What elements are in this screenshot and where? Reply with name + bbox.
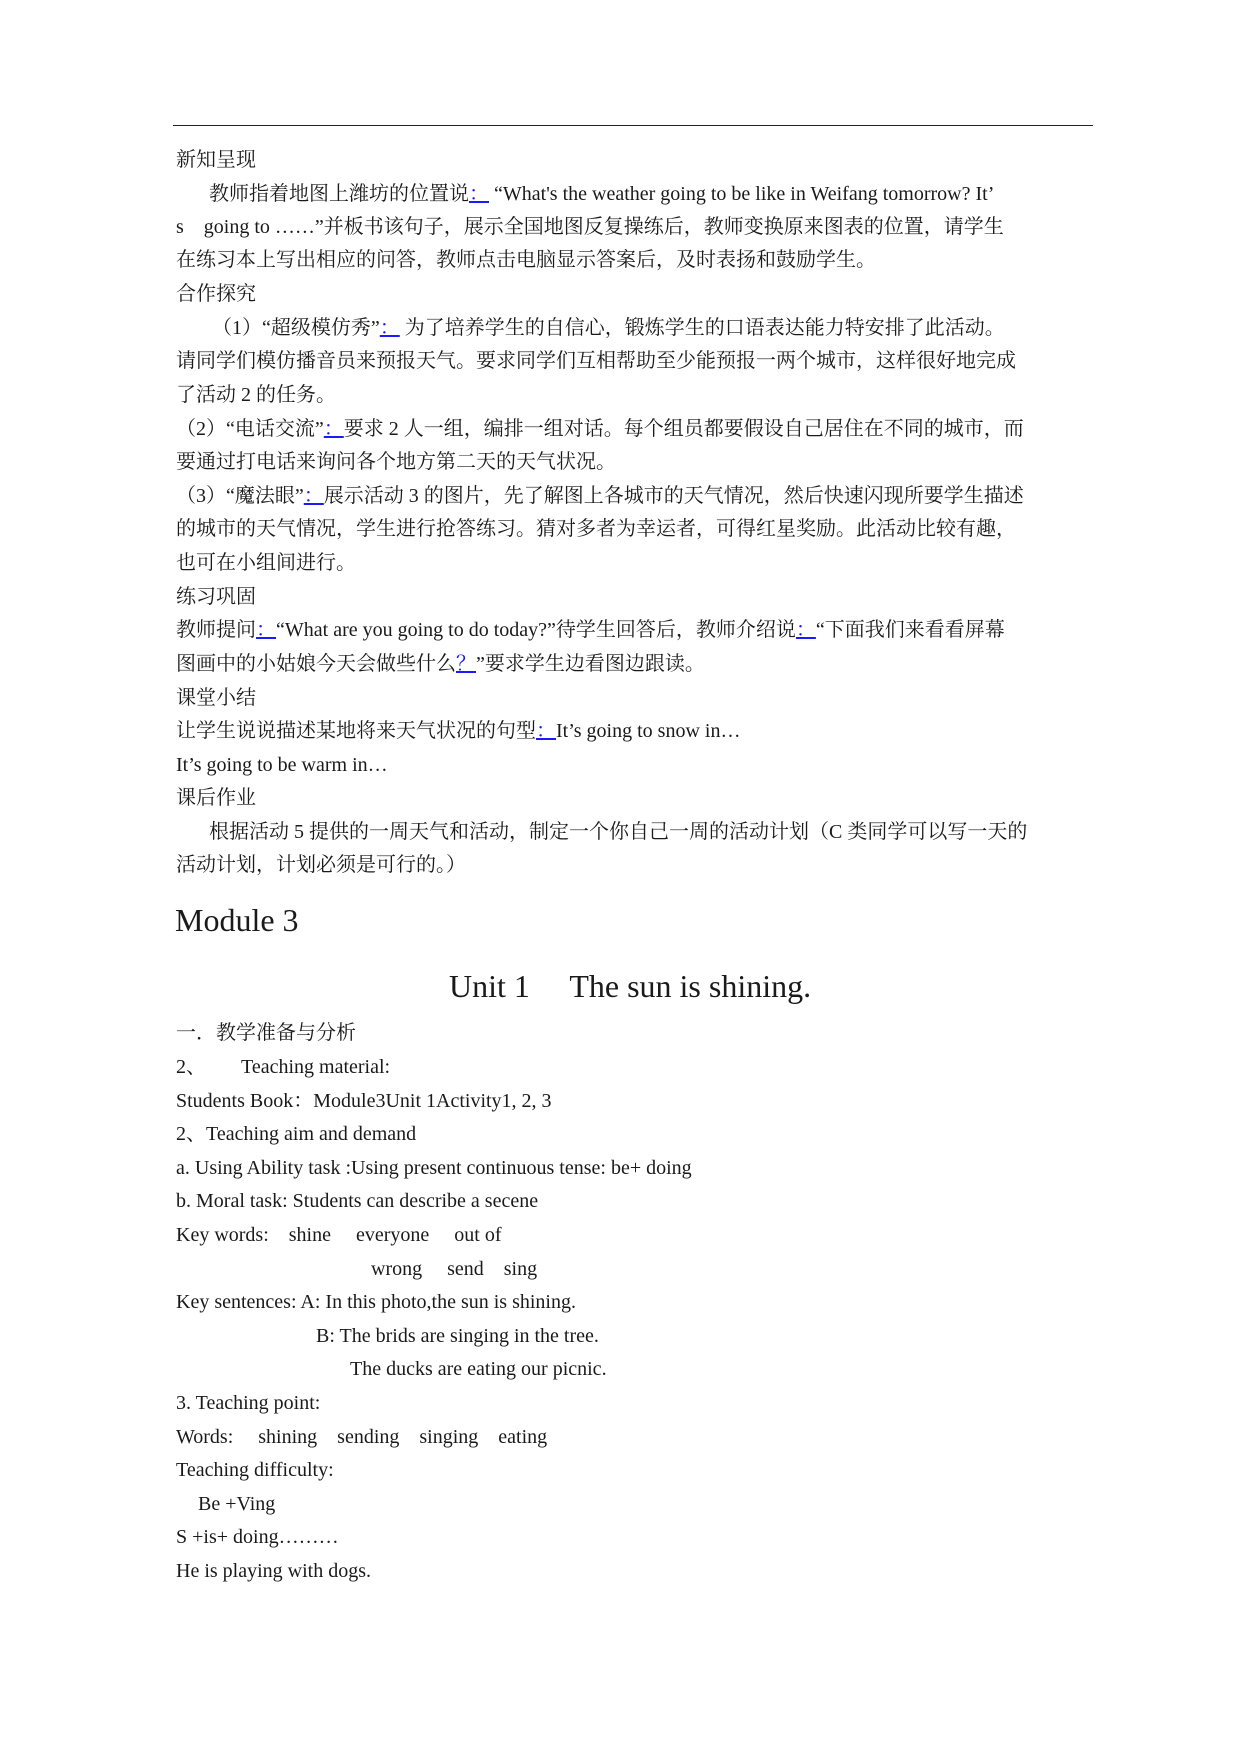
unit-title: Unit 1 The sun is shining.: [449, 968, 812, 1004]
paragraph-line: S +is+ doing………: [176, 1526, 339, 1548]
header-rule: [173, 125, 1093, 126]
key-sentences-line: B: The brids are singing in the tree.: [316, 1325, 599, 1347]
paragraph-line: b. Moral task: Students can describe a secene: [176, 1190, 539, 1212]
paragraph-line: Teaching difficulty:: [176, 1459, 334, 1481]
module-heading: Module 3: [175, 902, 299, 938]
paragraph-line: It’s going to be warm in…: [176, 754, 388, 776]
paragraph-line: 请同学们模仿播音员来预报天气。要求同学们互相帮助至少能预报一两个城市，这样很好地完成: [176, 350, 1016, 372]
section-heading-new-knowledge: 新知呈现: [176, 149, 256, 171]
paragraph-line: 活动计划，计划必须是可行的。）: [176, 854, 466, 876]
paragraph-line: 也可在小组间进行。: [176, 552, 356, 574]
paragraph-line: 的城市的天气情况，学生进行抢答练习。猜对多者为幸运者，可得红星奖励。此活动比较有趣，: [176, 518, 1016, 540]
paragraph-line: 了活动 2 的任务。: [176, 384, 336, 406]
paragraph-line: 在练习本上写出相应的问答，教师点击电脑显示答案后，及时表扬和鼓励学生。: [176, 249, 876, 271]
paragraph-line: Be +Ving: [198, 1493, 276, 1515]
section-heading-summary: 课堂小结: [176, 687, 256, 709]
paragraph-line: 要通过打电话来询问各个地方第二天的天气状况。: [176, 451, 616, 473]
paragraph-line: He is playing with dogs.: [176, 1560, 371, 1582]
inline-link[interactable]: ：: [536, 720, 556, 742]
inline-link[interactable]: ：: [303, 485, 324, 507]
paragraph-line: （3）“魔法眼”：展示活动 3 的图片，先了解图上各城市的天气情况，然后快速闪现所要学生描述: [176, 485, 1024, 507]
paragraph-line: 让学生说说描述某地将来天气状况的句型：It’s going to snow in…: [176, 720, 741, 742]
paragraph-line: 图画中的小姑娘今天会做些什么？”要求学生边看图边跟读。: [176, 653, 705, 675]
section-heading-practice: 练习巩固: [176, 586, 256, 608]
paragraph-line: a. Using Ability task :Using present continuous tense: be+ doing: [176, 1157, 692, 1179]
paragraph-line: （2）“电话交流”：要求 2 人一组，编排一组对话。每个组员都要假设自己居住在不同的城市，而: [176, 418, 1024, 440]
paragraph-line: 3. Teaching point:: [176, 1392, 321, 1414]
section-heading-preparation: 一．教学准备与分析: [176, 1022, 356, 1044]
paragraph-line: （1）“超级模仿秀”： 为了培养学生的自信心，锻炼学生的口语表达能力特安排了此活动。: [212, 317, 1005, 339]
inline-link[interactable]: ：: [379, 317, 400, 339]
section-heading-cooperation: 合作探究: [176, 283, 256, 305]
inline-link[interactable]: ？: [456, 653, 476, 675]
words-line: Words: shining sending singing eating: [176, 1426, 548, 1448]
inline-link[interactable]: ：: [323, 418, 344, 440]
key-sentences-line: Key sentences: A: In this photo,the sun is shining.: [176, 1291, 576, 1313]
paragraph-line: s going to ……”并板书该句子，展示全国地图反复操练后，教师变换原来图表的位置，请学生: [176, 216, 1004, 238]
key-words-line: Key words: shine everyone out of: [176, 1224, 502, 1246]
paragraph-line: Students Book：Module3Unit 1Activity1, 2, 3: [176, 1090, 552, 1112]
paragraph-line: 2、Teaching aim and demand: [176, 1123, 417, 1145]
inline-link[interactable]: ：: [256, 619, 276, 641]
paragraph-line: 教师指着地图上潍坊的位置说： “What's the weather going to be like in Weifang tomorrow? It’: [209, 183, 995, 205]
inline-link[interactable]: ：: [795, 619, 816, 641]
paragraph-line: 2、 Teaching material:: [176, 1056, 391, 1078]
inline-link[interactable]: ：: [469, 183, 489, 205]
key-sentences-line: The ducks are eating our picnic.: [350, 1358, 607, 1380]
paragraph-line: 根据活动 5 提供的一周天气和活动，制定一个你自己一周的活动计划（C 类同学可以写一天的: [209, 821, 1028, 843]
paragraph-line: 教师提问：“What are you going to do today?”待学生回答后，教师介绍说：“下面我们来看看屏幕: [176, 619, 1005, 641]
section-heading-homework: 课后作业: [176, 787, 256, 809]
key-words-line: wrong send sing: [371, 1258, 538, 1280]
